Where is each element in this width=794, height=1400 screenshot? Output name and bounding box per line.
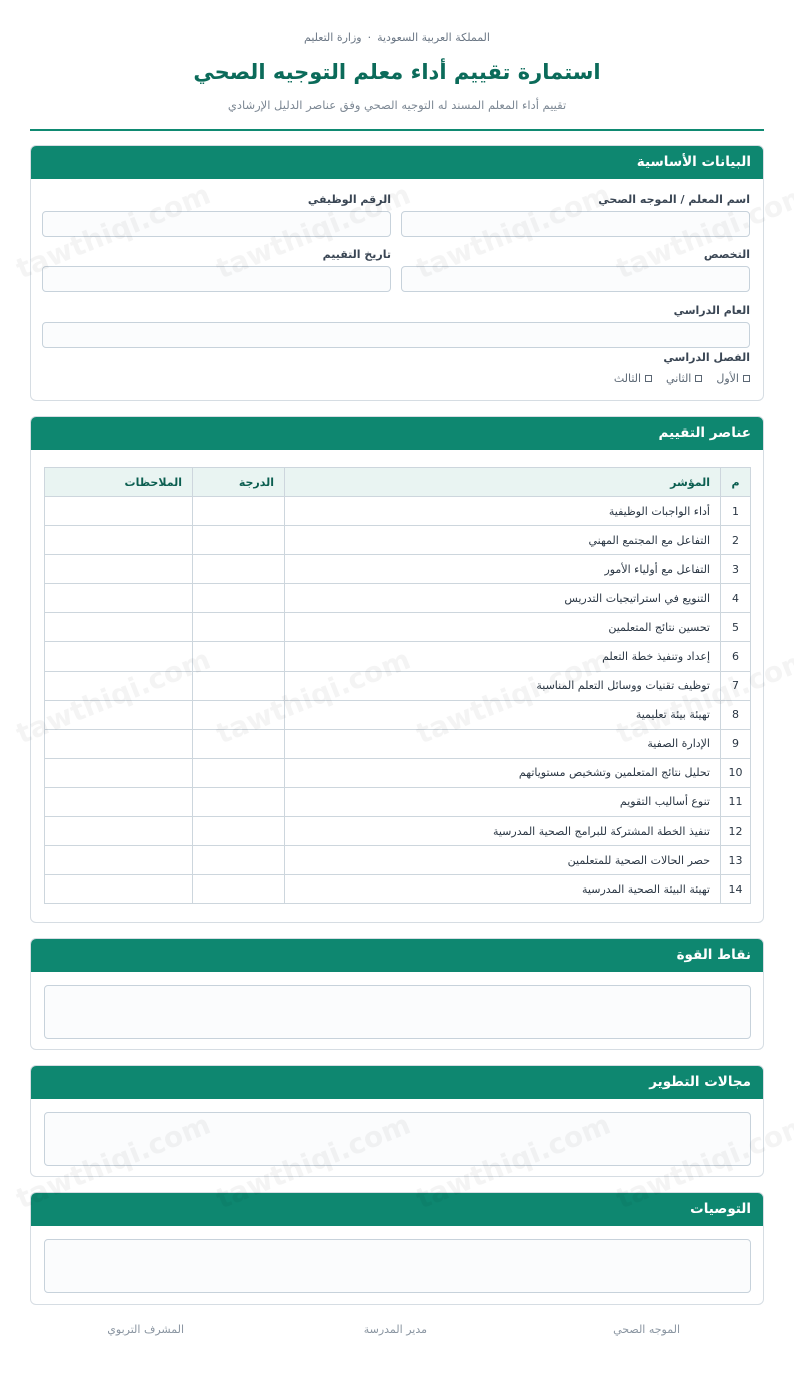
row-score-cell[interactable] bbox=[193, 584, 285, 613]
section-heading: نقاط القوة bbox=[31, 939, 763, 972]
signature-principal: مدير المدرسة bbox=[363, 1323, 427, 1336]
recommendations-textarea[interactable] bbox=[44, 1239, 751, 1293]
signature-supervisor: المشرف التربوي bbox=[107, 1323, 184, 1336]
table-row bbox=[45, 613, 751, 642]
row-num: 7 bbox=[721, 671, 751, 700]
col-indicator-header: المؤشر bbox=[285, 468, 721, 497]
row-indicator: التفاعل مع المجتمع المهني bbox=[285, 526, 721, 555]
development-textarea[interactable] bbox=[44, 1112, 751, 1166]
row-num: 1 bbox=[721, 497, 751, 526]
separator-dot: · bbox=[367, 31, 372, 44]
page-subtitle: تقييم أداء المعلم المسند له التوجيه الصحي وفق عناصر الدليل الإرشادي bbox=[227, 98, 567, 112]
row-notes-cell[interactable] bbox=[45, 642, 193, 671]
specialization-input[interactable] bbox=[401, 266, 750, 292]
row-num: 12 bbox=[721, 817, 751, 846]
row-indicator: أداء الواجبات الوظيفية bbox=[285, 497, 721, 526]
row-indicator: تهيئة بيئة تعليمية bbox=[285, 700, 721, 729]
row-score-cell[interactable] bbox=[193, 642, 285, 671]
section-heading: التوصيات bbox=[31, 1193, 763, 1226]
row-indicator: توظيف تقنيات ووسائل التعلم المناسبة bbox=[285, 671, 721, 700]
academic-year-input[interactable] bbox=[42, 322, 750, 348]
row-notes-cell[interactable] bbox=[45, 671, 193, 700]
row-score-cell[interactable] bbox=[193, 555, 285, 584]
row-num: 8 bbox=[721, 700, 751, 729]
checkbox-icon bbox=[645, 375, 652, 382]
semester-option-first[interactable]: الأول bbox=[716, 372, 750, 385]
row-num: 13 bbox=[721, 846, 751, 875]
row-notes-cell[interactable] bbox=[45, 526, 193, 555]
teacher-name-label: اسم المعلم / الموجه الصحي bbox=[598, 193, 750, 206]
col-notes-header: الملاحظات bbox=[45, 468, 193, 497]
table-row bbox=[45, 526, 751, 555]
row-score-cell[interactable] bbox=[193, 758, 285, 787]
country-name: المملكة العربية السعودية bbox=[377, 31, 490, 44]
page-title: استمارة تقييم أداء معلم التوجيه الصحي bbox=[193, 60, 601, 84]
evaluation-date-input[interactable] bbox=[42, 266, 391, 292]
col-num-header: م bbox=[721, 468, 751, 497]
evaluation-date-label: تاريخ التقييم bbox=[322, 248, 391, 261]
row-score-cell[interactable] bbox=[193, 787, 285, 816]
row-indicator: تهيئة البيئة الصحية المدرسية bbox=[285, 875, 721, 904]
header-divider bbox=[30, 129, 764, 131]
row-score-cell[interactable] bbox=[193, 846, 285, 875]
row-notes-cell[interactable] bbox=[45, 700, 193, 729]
criteria-table bbox=[44, 467, 751, 904]
row-notes-cell[interactable] bbox=[45, 758, 193, 787]
row-num: 6 bbox=[721, 642, 751, 671]
row-num: 3 bbox=[721, 555, 751, 584]
criteria-rows bbox=[45, 497, 751, 904]
row-score-cell[interactable] bbox=[193, 875, 285, 904]
academic-year-label: العام الدراسي bbox=[673, 304, 750, 317]
specialization-label: التخصص bbox=[703, 248, 750, 261]
row-indicator: تحسين نتائج المتعلمين bbox=[285, 613, 721, 642]
row-score-cell[interactable] bbox=[193, 526, 285, 555]
basic-info-section bbox=[30, 145, 764, 401]
section-heading: البيانات الأساسية bbox=[31, 146, 763, 179]
row-indicator: إعداد وتنفيذ خطة التعلم bbox=[285, 642, 721, 671]
row-notes-cell[interactable] bbox=[45, 555, 193, 584]
recommendations-section bbox=[30, 1192, 764, 1305]
strengths-textarea[interactable] bbox=[44, 985, 751, 1039]
checkbox-icon bbox=[743, 375, 750, 382]
row-score-cell[interactable] bbox=[193, 817, 285, 846]
table-row bbox=[45, 642, 751, 671]
row-notes-cell[interactable] bbox=[45, 497, 193, 526]
row-num: 5 bbox=[721, 613, 751, 642]
signature-health-guide: الموجه الصحي bbox=[613, 1323, 680, 1336]
table-row bbox=[45, 817, 751, 846]
row-score-cell[interactable] bbox=[193, 671, 285, 700]
semester-option-third[interactable]: الثالث bbox=[614, 372, 652, 385]
signature-line bbox=[30, 1323, 764, 1339]
header-topline bbox=[30, 31, 764, 45]
row-score-cell[interactable] bbox=[193, 613, 285, 642]
row-notes-cell[interactable] bbox=[45, 584, 193, 613]
table-row bbox=[45, 700, 751, 729]
table-row bbox=[45, 758, 751, 787]
row-score-cell[interactable] bbox=[193, 497, 285, 526]
form-page bbox=[30, 0, 764, 1217]
row-num: 9 bbox=[721, 729, 751, 758]
row-notes-cell[interactable] bbox=[45, 787, 193, 816]
employee-id-label: الرقم الوظيفي bbox=[307, 193, 391, 206]
row-indicator: تنوع أساليب التقويم bbox=[285, 787, 721, 816]
semester-option-second[interactable]: الثاني bbox=[666, 372, 702, 385]
table-row bbox=[45, 584, 751, 613]
semester-options bbox=[614, 372, 750, 385]
checkbox-icon bbox=[695, 375, 702, 382]
row-indicator: التنويع في استراتيجيات التدريس bbox=[285, 584, 721, 613]
row-indicator: تحليل نتائج المتعلمين وتشخيص مستوياتهم bbox=[285, 758, 721, 787]
col-score-header: الدرجة bbox=[193, 468, 285, 497]
row-indicator: حصر الحالات الصحية للمتعلمين bbox=[285, 846, 721, 875]
employee-id-input[interactable] bbox=[42, 211, 391, 237]
row-num: 4 bbox=[721, 584, 751, 613]
section-heading: مجالات التطوير bbox=[31, 1066, 763, 1099]
row-notes-cell[interactable] bbox=[45, 817, 193, 846]
row-indicator: التفاعل مع أولياء الأمور bbox=[285, 555, 721, 584]
row-score-cell[interactable] bbox=[193, 729, 285, 758]
row-num: 14 bbox=[721, 875, 751, 904]
row-notes-cell[interactable] bbox=[45, 875, 193, 904]
table-row bbox=[45, 671, 751, 700]
row-num: 11 bbox=[721, 787, 751, 816]
row-num: 10 bbox=[721, 758, 751, 787]
row-notes-cell[interactable] bbox=[45, 846, 193, 875]
row-indicator: الإدارة الصفية bbox=[285, 729, 721, 758]
semester-label: الفصل الدراسي bbox=[663, 351, 750, 364]
strengths-section bbox=[30, 938, 764, 1050]
table-row bbox=[45, 729, 751, 758]
row-notes-cell[interactable] bbox=[45, 613, 193, 642]
row-num: 2 bbox=[721, 526, 751, 555]
ministry-name: وزارة التعليم bbox=[304, 31, 362, 44]
teacher-name-input[interactable] bbox=[401, 211, 750, 237]
row-score-cell[interactable] bbox=[193, 700, 285, 729]
table-row bbox=[45, 787, 751, 816]
development-section bbox=[30, 1065, 764, 1177]
row-notes-cell[interactable] bbox=[45, 729, 193, 758]
table-row bbox=[45, 875, 751, 904]
table-row bbox=[45, 555, 751, 584]
criteria-section bbox=[30, 416, 764, 923]
table-row bbox=[45, 497, 751, 526]
row-indicator: تنفيذ الخطة المشتركة للبرامج الصحية المدرسية bbox=[285, 817, 721, 846]
table-header-row bbox=[45, 468, 751, 497]
section-heading: عناصر التقييم bbox=[31, 417, 763, 450]
table-row bbox=[45, 846, 751, 875]
